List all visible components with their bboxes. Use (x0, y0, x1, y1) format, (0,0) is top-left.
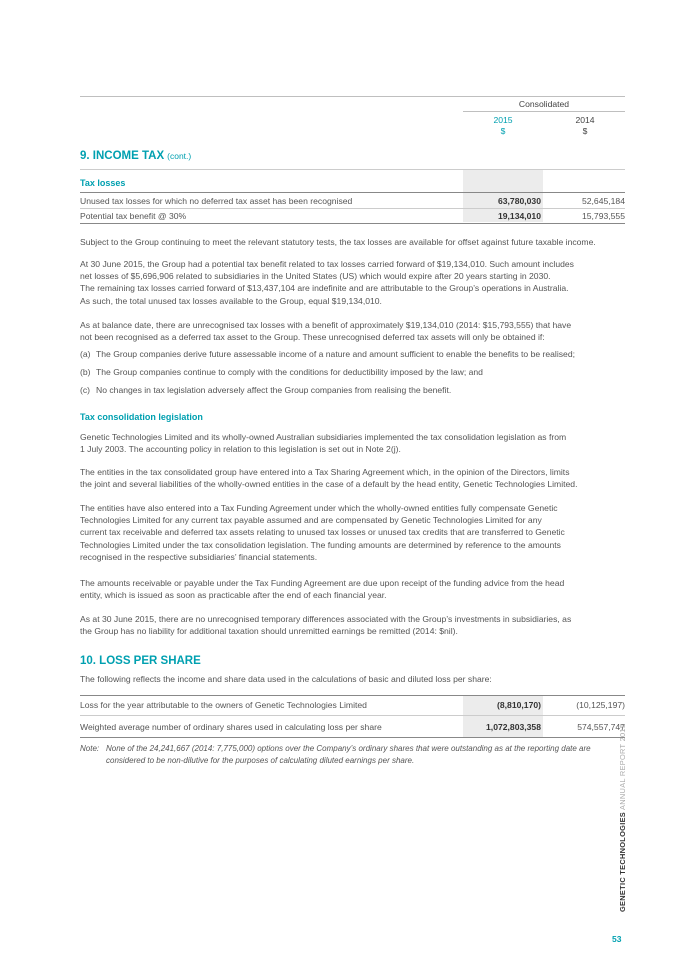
rule (80, 695, 625, 696)
column-2015: 2015 $ (493, 115, 513, 136)
rule (80, 223, 625, 224)
rule (80, 192, 625, 193)
section-10-heading: 10. LOSS PER SHARE (80, 655, 201, 667)
tax-consolidation-heading: Tax consolidation legislation (80, 412, 203, 422)
side-footer: GENETIC TECHNOLOGIESANNUAL REPORT 2015 (618, 723, 627, 912)
consolidated-rule (463, 111, 625, 112)
paragraph: The entities in the tax consolidated group have entered into a Tax Sharing Agreement which, in the opinion of the Directors, limits the joint and several liabilities of the wholly-owned entities in the case of a default by the head entity, Genetic Technologies Limited. (80, 467, 578, 490)
paragraph: Genetic Technologies Limited and its wholly-owned Australian subsidiaries implemented the tax consolidation legislation as from 1 July 2003. The accounting policy in relation to this legislation is set out in Note 2(j). (80, 432, 567, 455)
page-number: 53 (612, 934, 622, 944)
tax-losses-heading: Tax losses (80, 178, 126, 188)
paragraph: Subject to the Group continuing to meet the relevant statutory tests, the tax losses are available for offset against future taxable income. (80, 237, 596, 247)
table-row: Weighted average number of ordinary shares used in calculating loss per share 1,072,803,358 574,557,747 (80, 722, 625, 732)
paragraph: The amounts receivable or payable under the Tax Funding Agreement are due upon receipt of the funding advice from the head entity, which is issued as soon as practicable after the end of each financial year. (80, 578, 565, 601)
section-9-heading: 9. INCOME TAX (cont.) (80, 150, 192, 162)
column-2014: 2014 $ (575, 115, 595, 136)
consolidated-label: Consolidated (518, 99, 570, 109)
paragraph: The entities have also entered into a Tax Funding Agreement under which the wholly-owned entities fully compensate Genetic Technologies Limited for any current tax payable assumed and are compensated by Genetic Technologies Limited for any current tax receivable and deferred tax assets relating to unused tax losses or unused tax credits that are transferred to Genetic Technologies Limited under the tax consolidation legislation. The funding amounts are determined by reference to the amounts recognised in the respective subsidiaries’ financial statements. (80, 503, 565, 562)
rule (80, 715, 625, 716)
paragraph: As at balance date, there are unrecognised tax losses with a benefit of approximately $19,134,010 (2014: $15,793,555) that have not been recognised as a deferred tax asset to the Group. These unrecognised deferred tax assets will only be obtained if: (80, 320, 572, 343)
table-row: Potential tax benefit @ 30% 19,134,010 15,793,555 (80, 211, 625, 221)
table-row: Unused tax losses for which no deferred tax asset has been recognised 63,780,030 52,645,184 (80, 196, 625, 206)
header-rule (80, 96, 625, 97)
paragraph: The following reflects the income and share data used in the calculations of basic and diluted loss per share: (80, 674, 492, 684)
paragraph: At 30 June 2015, the Group had a potential tax benefit related to tax losses carried forward of $19,134,010. Such amount includes net losses of $5,696,906 related to subsidiaries in the United States (US) which would expire after 20 years starting in 2030. The remaining tax losses carried forward of $13,437,104 are indefinite and are attributable to the Group’s operations in Australia. As such, the total unused tax losses available to the Group, equal $19,134,010. (80, 259, 574, 306)
table-row: Loss for the year attributable to the owners of Genetic Technologies Limited (8,810,170) (10,125,197) (80, 700, 625, 710)
rule (80, 737, 625, 738)
rule (80, 169, 625, 170)
paragraph: As at 30 June 2015, there are no unrecognised temporary differences associated with the Group’s investments in subsidiaries, as the Group has no liability for additional taxation should unremitted earnings be remitted (2014: $nil). (80, 614, 572, 637)
